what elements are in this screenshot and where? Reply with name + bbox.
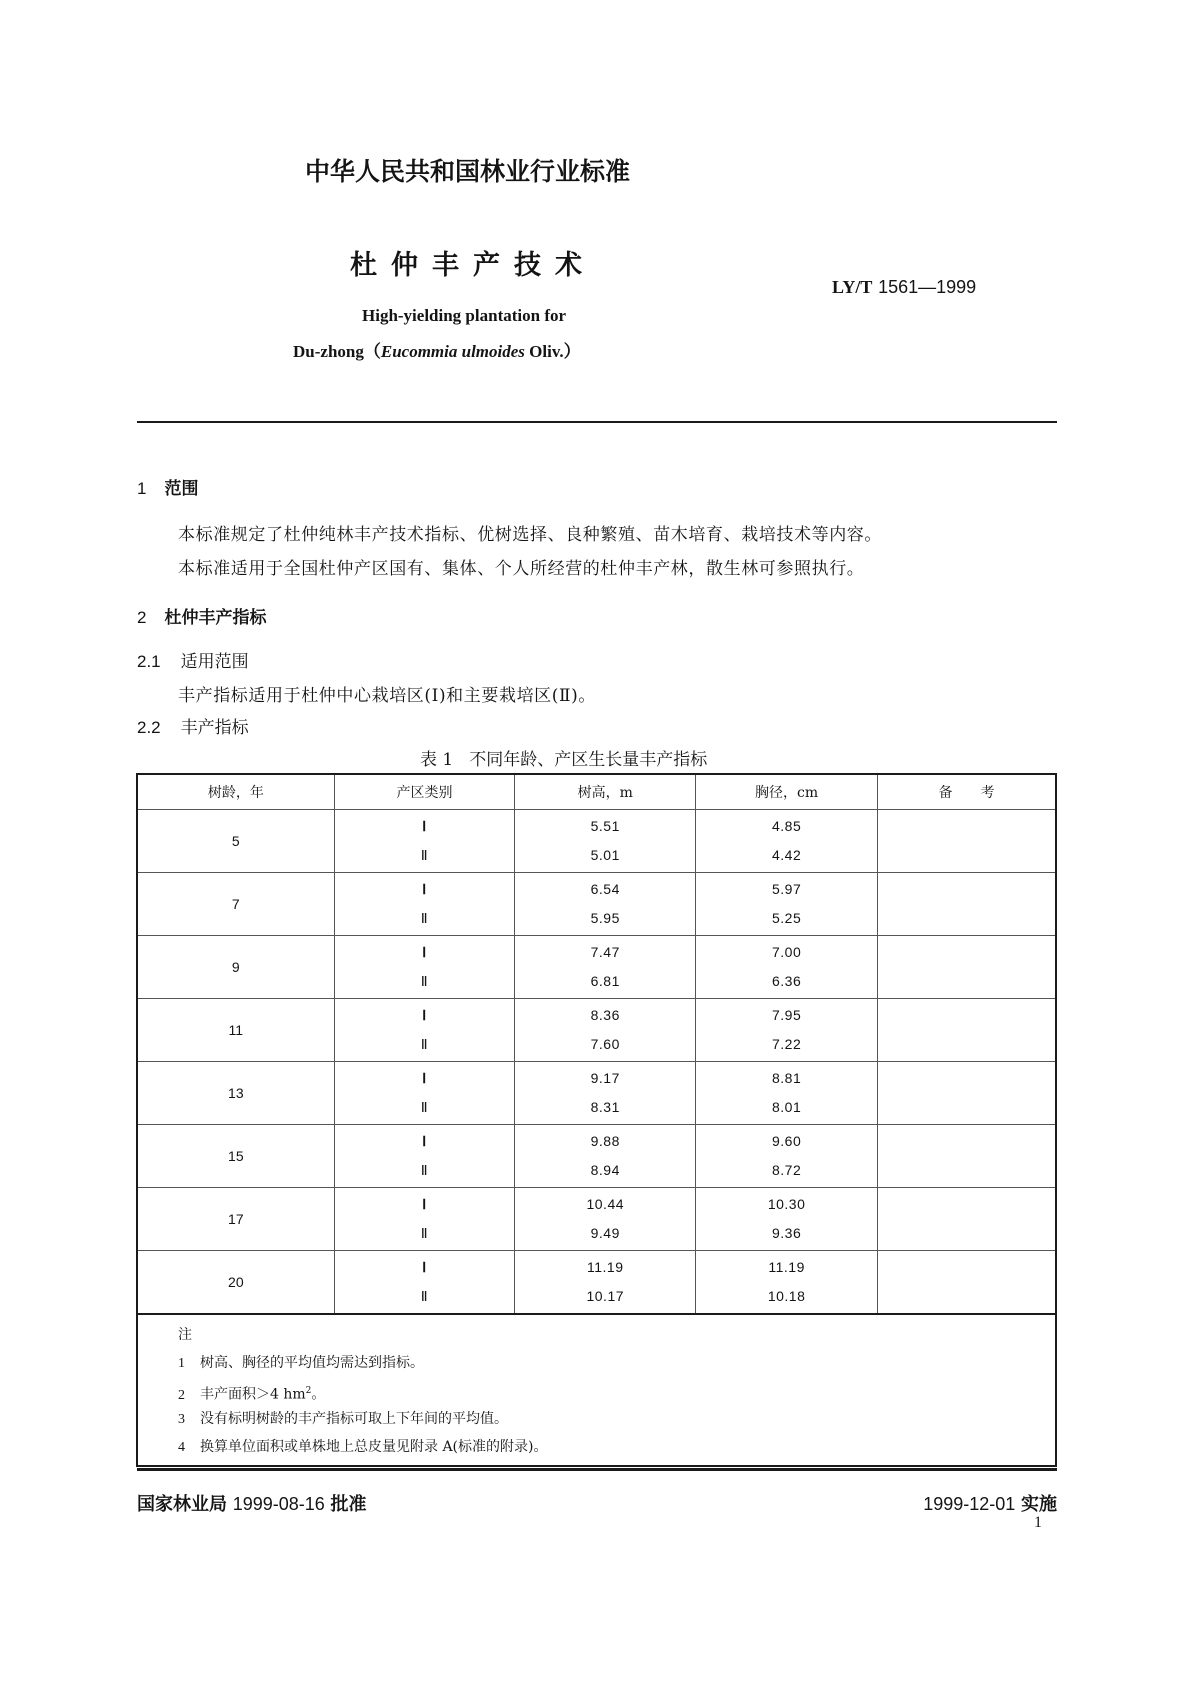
dbh-value: 8.81: [771, 1070, 802, 1086]
height-cell: [515, 999, 696, 1062]
note-number: 3: [178, 1412, 185, 1427]
zone-value: Ⅰ: [422, 1196, 427, 1212]
zone-cell: [334, 1125, 515, 1188]
zone-cell: [334, 936, 515, 999]
height-value: 9.49: [590, 1225, 620, 1241]
zone-value: Ⅰ: [422, 818, 427, 834]
approving-agency: 国家林业局: [137, 1494, 227, 1515]
height-cell: [515, 1251, 696, 1315]
height-value: 10.44: [586, 1196, 625, 1212]
section-number: 1: [137, 479, 147, 498]
note-number: 4: [178, 1440, 185, 1455]
dbh-value: 4.85: [771, 818, 802, 834]
remarks-cell: [878, 873, 1056, 936]
dbh-value: 7.95: [771, 1007, 802, 1023]
zone-value: Ⅱ: [420, 1225, 429, 1241]
table-row: [137, 1062, 1056, 1125]
remarks-cell: [878, 1125, 1056, 1188]
age-cell: 17: [137, 1188, 334, 1251]
column-header-remarks: 备 考: [878, 774, 1056, 810]
zone-value: Ⅱ: [420, 910, 429, 926]
note-text: 树高、胸径的平均值均需达到指标。: [200, 1355, 424, 1371]
dbh-value: 4.42: [771, 847, 802, 863]
note-number: 2: [178, 1387, 185, 1403]
note-item: [178, 1433, 1055, 1461]
note-item: [178, 1349, 1055, 1377]
age-cell: 15: [137, 1125, 334, 1188]
document-title: 杜仲丰产技术: [350, 250, 596, 281]
height-value: 9.88: [590, 1133, 620, 1149]
standard-code-prefix: LY/T: [832, 277, 873, 297]
dbh-cell: [696, 999, 878, 1062]
height-cell: [515, 936, 696, 999]
dbh-cell: [696, 1251, 878, 1315]
dbh-cell: [696, 1125, 878, 1188]
height-cell: [515, 1062, 696, 1125]
age-cell: 9: [137, 936, 334, 999]
dbh-value: 8.01: [771, 1099, 802, 1115]
zone-value: Ⅰ: [422, 1070, 427, 1086]
age-cell: 7: [137, 873, 334, 936]
remarks-cell: [878, 810, 1056, 873]
age-cell: 13: [137, 1062, 334, 1125]
height-cell: [515, 873, 696, 936]
dbh-value: 11.19: [768, 1259, 805, 1275]
table-caption-text: 不同年龄、产区生长量丰产指标: [469, 750, 708, 770]
dbh-cell: [696, 936, 878, 999]
standard-organization-header: 中华人民共和国林业行业标准: [305, 157, 631, 186]
dbh-value: 6.36: [771, 973, 802, 989]
column-header-age: 树龄，年: [137, 774, 334, 810]
height-value: 7.60: [590, 1036, 620, 1052]
zone-value: Ⅰ: [422, 1259, 427, 1275]
height-value: 6.81: [590, 973, 620, 989]
english-title-line-1: High-yielding plantation for: [362, 306, 567, 325]
approval-line: [137, 1490, 367, 1516]
zone-cell: [334, 1188, 515, 1251]
section-title: 适用范围: [180, 652, 249, 672]
zone-value: Ⅰ: [422, 1133, 427, 1149]
applicability-paragraph: 丰产指标适用于杜仲中心栽培区(Ⅰ)和主要栽培区(Ⅱ)。: [178, 686, 596, 706]
dbh-value: 5.97: [771, 881, 802, 897]
yield-index-table: [136, 773, 1057, 1467]
section-title: 范围: [164, 479, 199, 499]
notes-title: 注: [178, 1327, 192, 1343]
zone-cell: [334, 1251, 515, 1315]
scope-paragraph-1: 本标准规定了杜仲纯林丰产技术指标、优树选择、良种繁殖、苗木培育、栽培技术等内容。: [178, 525, 882, 545]
dbh-value: 10.30: [767, 1196, 806, 1212]
dbh-value: 9.36: [771, 1225, 802, 1241]
dbh-cell: [696, 810, 878, 873]
remarks-cell: [878, 999, 1056, 1062]
section-2-2-heading: [137, 713, 249, 738]
dbh-cell: [696, 873, 878, 936]
table-row: [137, 1125, 1056, 1188]
height-value: 8.31: [590, 1099, 620, 1115]
table-number: 表 1: [420, 750, 454, 770]
dbh-value: 8.72: [771, 1162, 802, 1178]
column-header-zone: 产区类别: [334, 774, 515, 810]
footer-divider: [137, 1468, 1057, 1471]
effective-line: [923, 1490, 1057, 1516]
standard-code: [832, 277, 976, 298]
height-cell: [515, 1188, 696, 1251]
table-row: [137, 1188, 1056, 1251]
dbh-value: 9.60: [771, 1133, 802, 1149]
table-row: [137, 1251, 1056, 1315]
note-text-end: 。: [311, 1386, 326, 1403]
dbh-value: 5.25: [771, 910, 802, 926]
section-2-1-heading: [137, 647, 249, 672]
table-row: [137, 936, 1056, 999]
dbh-value: 7.22: [771, 1036, 802, 1052]
note-text: 丰产面积＞4 hm: [200, 1386, 306, 1403]
header-divider: [137, 421, 1057, 423]
table-header-row: [137, 774, 1056, 810]
zone-cell: [334, 873, 515, 936]
note-text: 换算单位面积或单株地上总皮量见附录 A(标准的附录)。: [200, 1439, 548, 1455]
remarks-cell: [878, 936, 1056, 999]
remarks-cell: [878, 1062, 1056, 1125]
dbh-cell: [696, 1062, 878, 1125]
zone-value: Ⅱ: [420, 973, 429, 989]
height-value: 8.94: [590, 1162, 620, 1178]
section-number: 2: [137, 608, 147, 627]
note-text: 没有标明树龄的丰产指标可取上下年间的平均值。: [200, 1411, 508, 1427]
height-cell: [515, 1125, 696, 1188]
section-1-heading: [137, 474, 198, 499]
height-value: 5.51: [590, 818, 620, 834]
english-title-author: Oliv.）: [524, 342, 581, 361]
note-superscript: 2: [305, 1386, 312, 1396]
table-row: [137, 999, 1056, 1062]
zone-value: Ⅰ: [422, 881, 427, 897]
zone-value: Ⅱ: [420, 1036, 429, 1052]
standard-code-number: 1561—1999: [878, 277, 977, 297]
zone-value: Ⅱ: [420, 1288, 429, 1304]
column-header-height: 树高，m: [515, 774, 696, 810]
page-number: 1: [1034, 1514, 1042, 1531]
height-value: 6.54: [590, 881, 620, 897]
note-item: [178, 1405, 1055, 1433]
dbh-value: 7.00: [771, 944, 802, 960]
height-value: 7.47: [590, 944, 620, 960]
height-value: 5.95: [590, 910, 620, 926]
english-title-line-2: [293, 337, 581, 362]
table-row: [137, 810, 1056, 873]
approval-date: 1999-08-16: [232, 1494, 325, 1514]
note-number: 1: [178, 1356, 185, 1371]
section-number: 2.2: [137, 718, 161, 737]
note-item: [178, 1377, 1055, 1405]
height-value: 8.36: [590, 1007, 620, 1023]
remarks-cell: [878, 1251, 1056, 1315]
english-title-common-name: Du-zhong（: [293, 342, 381, 361]
section-number: 2.1: [137, 652, 161, 671]
dbh-cell: [696, 1188, 878, 1251]
approval-label: 批准: [330, 1494, 367, 1515]
dbh-value: 10.18: [767, 1288, 806, 1304]
height-cell: [515, 810, 696, 873]
height-value: 9.17: [590, 1070, 620, 1086]
height-value: 10.17: [586, 1288, 625, 1304]
section-title: 杜仲丰产指标: [164, 608, 267, 628]
column-header-dbh: 胸径，cm: [696, 774, 878, 810]
zone-value: Ⅱ: [420, 1099, 429, 1115]
table-notes-row: [137, 1314, 1056, 1466]
height-value: 11.19: [587, 1259, 624, 1275]
remarks-cell: [878, 1188, 1056, 1251]
section-title: 丰产指标: [180, 718, 249, 738]
age-cell: 5: [137, 810, 334, 873]
age-cell: 20: [137, 1251, 334, 1315]
zone-value: Ⅱ: [420, 1162, 429, 1178]
effective-label: 实施: [1021, 1494, 1057, 1515]
zone-value: Ⅱ: [420, 847, 429, 863]
zone-value: Ⅰ: [422, 944, 427, 960]
table-row: [137, 873, 1056, 936]
height-value: 5.01: [590, 847, 620, 863]
table-notes: [137, 1314, 1056, 1466]
zone-cell: [334, 999, 515, 1062]
scope-paragraph-2: 本标准适用于全国杜仲产区国有、集体、个人所经营的杜仲丰产林，散生林可参照执行。: [178, 559, 865, 579]
table-caption: [420, 745, 707, 770]
section-2-heading: [137, 603, 266, 628]
zone-value: Ⅰ: [422, 1007, 427, 1023]
effective-date: 1999-12-01: [923, 1494, 1016, 1514]
age-cell: 11: [137, 999, 334, 1062]
english-title-latin-name: Eucommia ulmoides: [380, 342, 525, 361]
zone-cell: [334, 810, 515, 873]
zone-cell: [334, 1062, 515, 1125]
